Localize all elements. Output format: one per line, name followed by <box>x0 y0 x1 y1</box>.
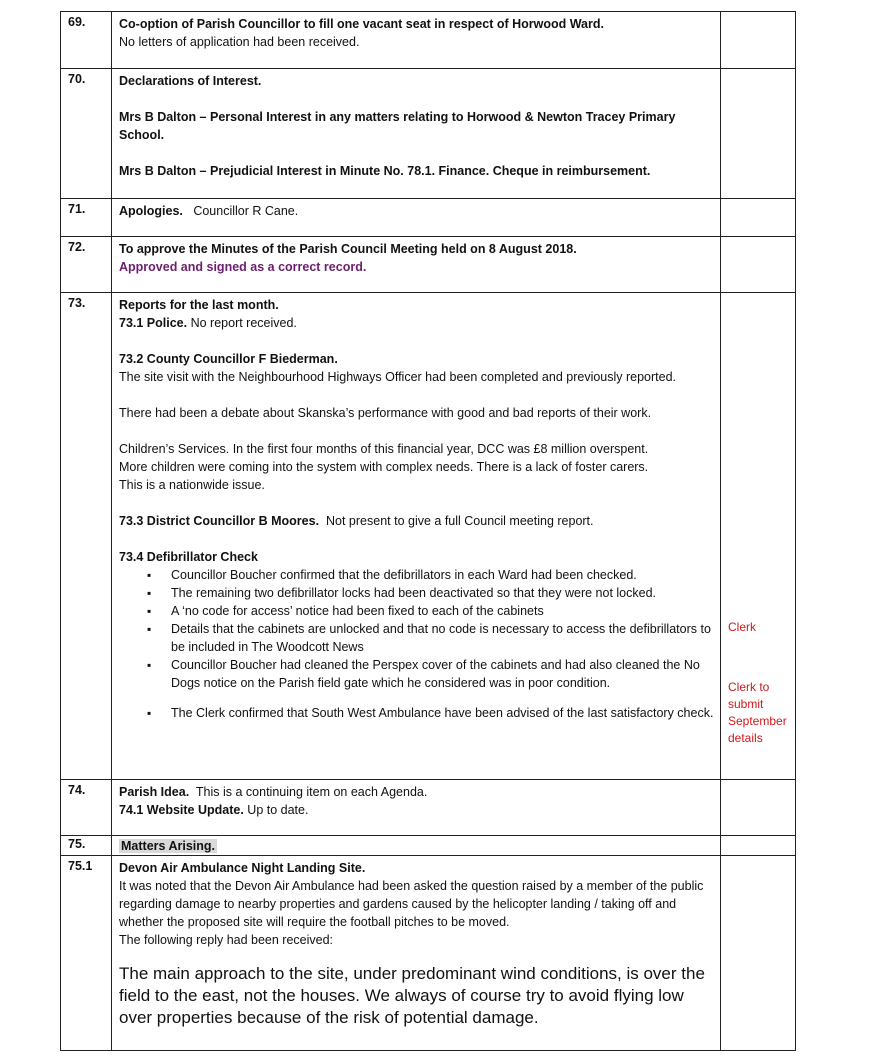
minute-row-71 <box>61 199 796 237</box>
action-cell <box>721 199 796 237</box>
list-item: ▪ A ‘no code for access’ notice had been fixed to each of the cabinets <box>147 602 714 620</box>
quoted-reply: The main approach to the site, under predominant wind conditions, is over the field to the east, not the houses. We always of course try to avoid flying low over properties because of the risk of potential damage. <box>119 964 705 1027</box>
minute-content <box>112 69 721 199</box>
minute-number: 75.1 <box>68 859 93 873</box>
action-cell <box>721 237 796 293</box>
minute-number: 72. <box>68 240 86 254</box>
minute-title: Apologies. <box>119 204 183 218</box>
minute-title: Devon Air Ambulance Night Landing Site. <box>119 861 366 875</box>
minute-number: 71. <box>68 202 86 216</box>
declaration-prejudicial: Mrs B Dalton – Prejudicial Interest in Minute No. 78.1. Finance. Cheque in reimbursement. <box>119 164 651 178</box>
minute-title: Co-option of Parish Councillor to fill one vacant seat in respect of Horwood Ward. <box>119 17 604 31</box>
minute-row-73 <box>61 293 796 780</box>
police-text: No report received. <box>190 316 297 330</box>
minute-title: Parish Idea. <box>119 785 190 799</box>
minute-text: This is a continuing item on each Agenda. <box>195 785 428 799</box>
minute-content <box>112 836 721 856</box>
defibrillator-list <box>119 566 714 722</box>
minute-row-72 <box>61 237 796 293</box>
action-cell <box>721 836 796 856</box>
minute-number: 70. <box>68 72 86 86</box>
defibrillator-heading: 73.4 Defibrillator Check <box>119 550 258 564</box>
police-label: 73.1 Police. <box>119 316 188 330</box>
district-councillor-label: 73.3 District Councillor B Moores. <box>119 514 320 528</box>
minute-row-75 <box>61 836 796 856</box>
county-report-line: This is a nationwide issue. <box>119 478 265 492</box>
minute-content <box>112 199 721 237</box>
minute-row-69 <box>61 12 796 69</box>
minute-row-74 <box>61 780 796 836</box>
minute-content <box>112 12 721 69</box>
list-item: ▪ The remaining two defibrillator locks had been deactivated so that they were not locked. <box>147 584 714 602</box>
list-item: ▪ The Clerk confirmed that South West Ambulance have been advised of the last satisfactory check. <box>147 704 714 722</box>
minute-text: No letters of application had been received. <box>119 35 360 49</box>
minute-content <box>112 780 721 836</box>
county-report-paragraph: The site visit with the Neighbourhood Highways Officer had been completed and previously reported. <box>119 370 677 384</box>
website-update-label: 74.1 Website Update. <box>119 803 244 817</box>
minute-number: 74. <box>68 783 86 797</box>
minute-content <box>112 293 721 780</box>
district-councillor-text: Not present to give a full Council meeting report. <box>326 514 594 528</box>
approval-note: Approved and signed as a correct record. <box>119 260 367 274</box>
minute-content <box>112 856 721 1051</box>
action-cell <box>721 293 796 780</box>
list-item: ▪ Councillor Boucher had cleaned the Perspex cover of the cabinets and had also cleaned the No Dogs notice on the Parish field gate which he considered was in poor condition. <box>147 656 714 692</box>
minute-title: Matters Arising. <box>121 839 216 853</box>
minute-text: It was noted that the Devon Air Ambulance had been asked the question raised by a member of the public regarding damage to nearby properties and gardens caused by the helicopter landing / taking off and whether the proposed site will require the football pitches to be moved. <box>119 879 704 929</box>
county-report-line: Children’s Services. In the first four months of this financial year, DCC was £8 million overspent. <box>119 442 649 456</box>
county-report-line: More children were coming into the system with complex needs. There is a lack of foster carers. <box>119 460 649 474</box>
minute-number: 69. <box>68 15 86 29</box>
list-item: ▪ Councillor Boucher confirmed that the defibrillators in each Ward had been checked. <box>147 566 714 584</box>
declaration-personal: Mrs B Dalton – Personal Interest in any matters relating to Horwood & Newton Tracey Primary School. <box>119 110 676 142</box>
minute-title: Reports for the last month. <box>119 298 279 312</box>
minutes-table <box>60 11 796 1051</box>
minute-number: 75. <box>68 837 86 851</box>
minute-content <box>112 237 721 293</box>
minute-number: 73. <box>68 296 86 310</box>
minute-title: Declarations of Interest. <box>119 74 262 88</box>
action-cell <box>721 69 796 199</box>
action-cell <box>721 12 796 69</box>
minute-title: To approve the Minutes of the Parish Council Meeting held on 8 August 2018. <box>119 242 577 256</box>
website-update-text: Up to date. <box>247 803 309 817</box>
action-cell <box>721 780 796 836</box>
minute-text: Councillor R Cane. <box>193 204 299 218</box>
county-councillor-heading: 73.2 County Councillor F Biederman. <box>119 352 338 366</box>
action-cell <box>721 856 796 1051</box>
county-report-paragraph: There had been a debate about Skanska’s performance with good and bad reports of their work. <box>119 406 652 420</box>
minute-row-75-1 <box>61 856 796 1051</box>
action-clerk: Clerk <box>728 620 757 634</box>
action-clerk-submit: Clerk to submit September details <box>728 680 787 745</box>
list-item: ▪ Details that the cabinets are unlocked and that no code is necessary to access the defibrillators to be included in The Woodcott News <box>147 620 714 656</box>
minute-row-70 <box>61 69 796 199</box>
minute-text: The following reply had been received: <box>119 933 334 947</box>
